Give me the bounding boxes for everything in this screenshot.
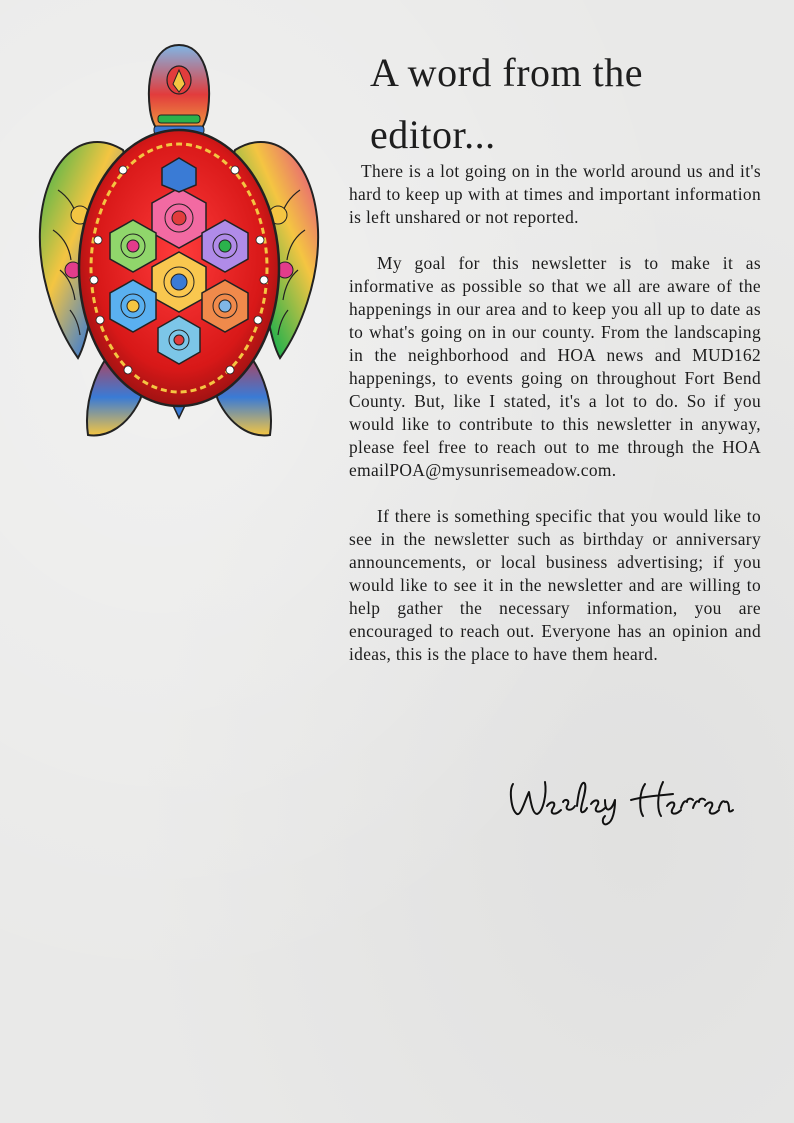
paragraph-suggestions: If there is something specific that you would like to see in the newsletter such as birthday or anniversary announcements, or local business advertising; if you would like to see it in the newsletter and are willing to help gather the necessary information, you are encouraged to reach out. Everyone has an opinion and ideas, this is the place to have them heard. [349, 506, 761, 664]
paragraph-intro: There is a lot going on in the world around us and it's hard to keep up with at times and important information is left unshared or not reported. [349, 161, 761, 227]
editor-letter [349, 160, 761, 689]
page-title: A word from the editor... [370, 50, 644, 157]
mandala-turtle-icon [28, 40, 330, 442]
paragraph-goal: My goal for this newsletter is to make it as informative as possible so that we all are aware of the happenings in our area and to keep you all up to date as to what's going on in our county. From the landscaping in the neighborhood and HOA news and MUD162 happenings, to events going on throughout Fort Bend County. But, like I stated, it's a lot to do. So if you would like to contribute to this newsletter in anyway, please feel free to reach out to me through the HOA emailPOA@mysunrisemeadow.com. [349, 253, 761, 480]
editor-signature [505, 770, 785, 830]
